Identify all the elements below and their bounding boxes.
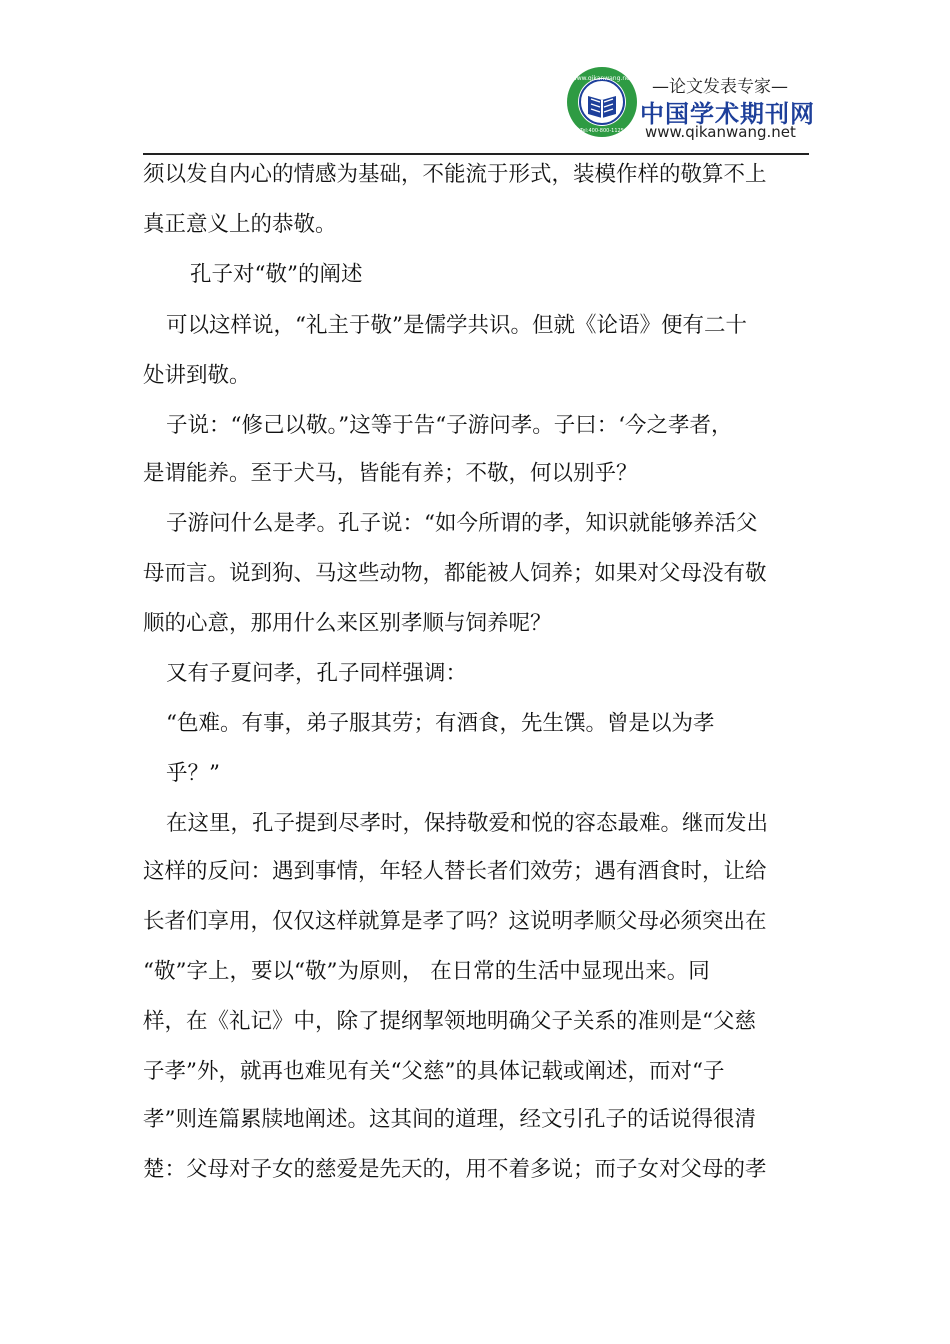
- text-line: 样，在《礼记》中，除了提纲挈领地明确父子关系的准则是“父慈: [143, 1009, 756, 1034]
- logo-ring-text-bottom: Tel:400-800-1125: [580, 128, 624, 134]
- text-line: 子游问什么是孝。孔子说：“如今所谓的孝，知识就能够养活父: [166, 511, 758, 536]
- page-header: [0, 0, 950, 158]
- section-heading: 孔子对“敬”的阐述: [190, 262, 363, 287]
- text-line: 又有子夏问孝，孔子同样强调：: [166, 661, 468, 686]
- text-line: 是谓能养。至于犬马，皆能有养；不敬，何以别乎？: [143, 461, 638, 486]
- logo-site-name: 中国学术期刊网: [640, 100, 815, 128]
- text-line: 子说：“修己以敬。”这等于告“子游问孝。子曰：‘今之孝者，: [166, 413, 733, 438]
- text-line: 顺的心意，那用什么来区别孝顺与饲养呢？: [143, 611, 552, 636]
- text-line: 真正意义上的恭敬。: [143, 212, 337, 237]
- logo-site-url: www.qikanwang.net: [645, 123, 796, 141]
- text-line: 长者们享用，仅仅这样就算是孝了吗？这说明孝顺父母必须突出在: [143, 909, 767, 934]
- logo-ring-text-top: www.qikanwang.net: [571, 75, 633, 82]
- logo-emblem-icon: [566, 66, 638, 138]
- quote-line: 乎？”: [166, 761, 220, 786]
- text-line: “敬”字上，要以“敬”为原则， 在日常的生活中显现出来。同: [143, 959, 710, 984]
- text-line: 可以这样说，“礼主于敬”是儒学共识。但就《论语》便有二十: [166, 313, 747, 338]
- text-line: 这样的反问：遇到事情，年轻人替长者们效劳；遇有酒食时，让给: [143, 859, 767, 884]
- header-divider: [143, 153, 809, 155]
- logo-tagline: —论文发表专家—: [652, 77, 788, 97]
- text-line: 子孝”外，就再也难见有关“父慈”的具体记载或阐述，而对“子: [143, 1059, 725, 1084]
- quote-line: “色难。有事，弟子服其劳；有酒食，先生馔。曾是以为孝: [166, 711, 715, 736]
- text-line: 孝”则连篇累牍地阐述。这其间的道理，经文引孔子的话说得很清: [143, 1107, 756, 1132]
- text-line: 须以发自内心的情感为基础，不能流于形式，装模作样的敬算不上: [143, 162, 767, 187]
- text-line: 母而言。说到狗、马这些动物，都能被人饲养；如果对父母没有敬: [143, 561, 767, 586]
- text-line: 楚：父母对子女的慈爱是先天的，用不着多说；而子女对父母的孝: [143, 1157, 767, 1182]
- text-line: 在这里，孔子提到尽孝时，保持敬爱和悦的容态最难。继而发出: [166, 811, 769, 836]
- text-line: 处讲到敬。: [143, 363, 251, 388]
